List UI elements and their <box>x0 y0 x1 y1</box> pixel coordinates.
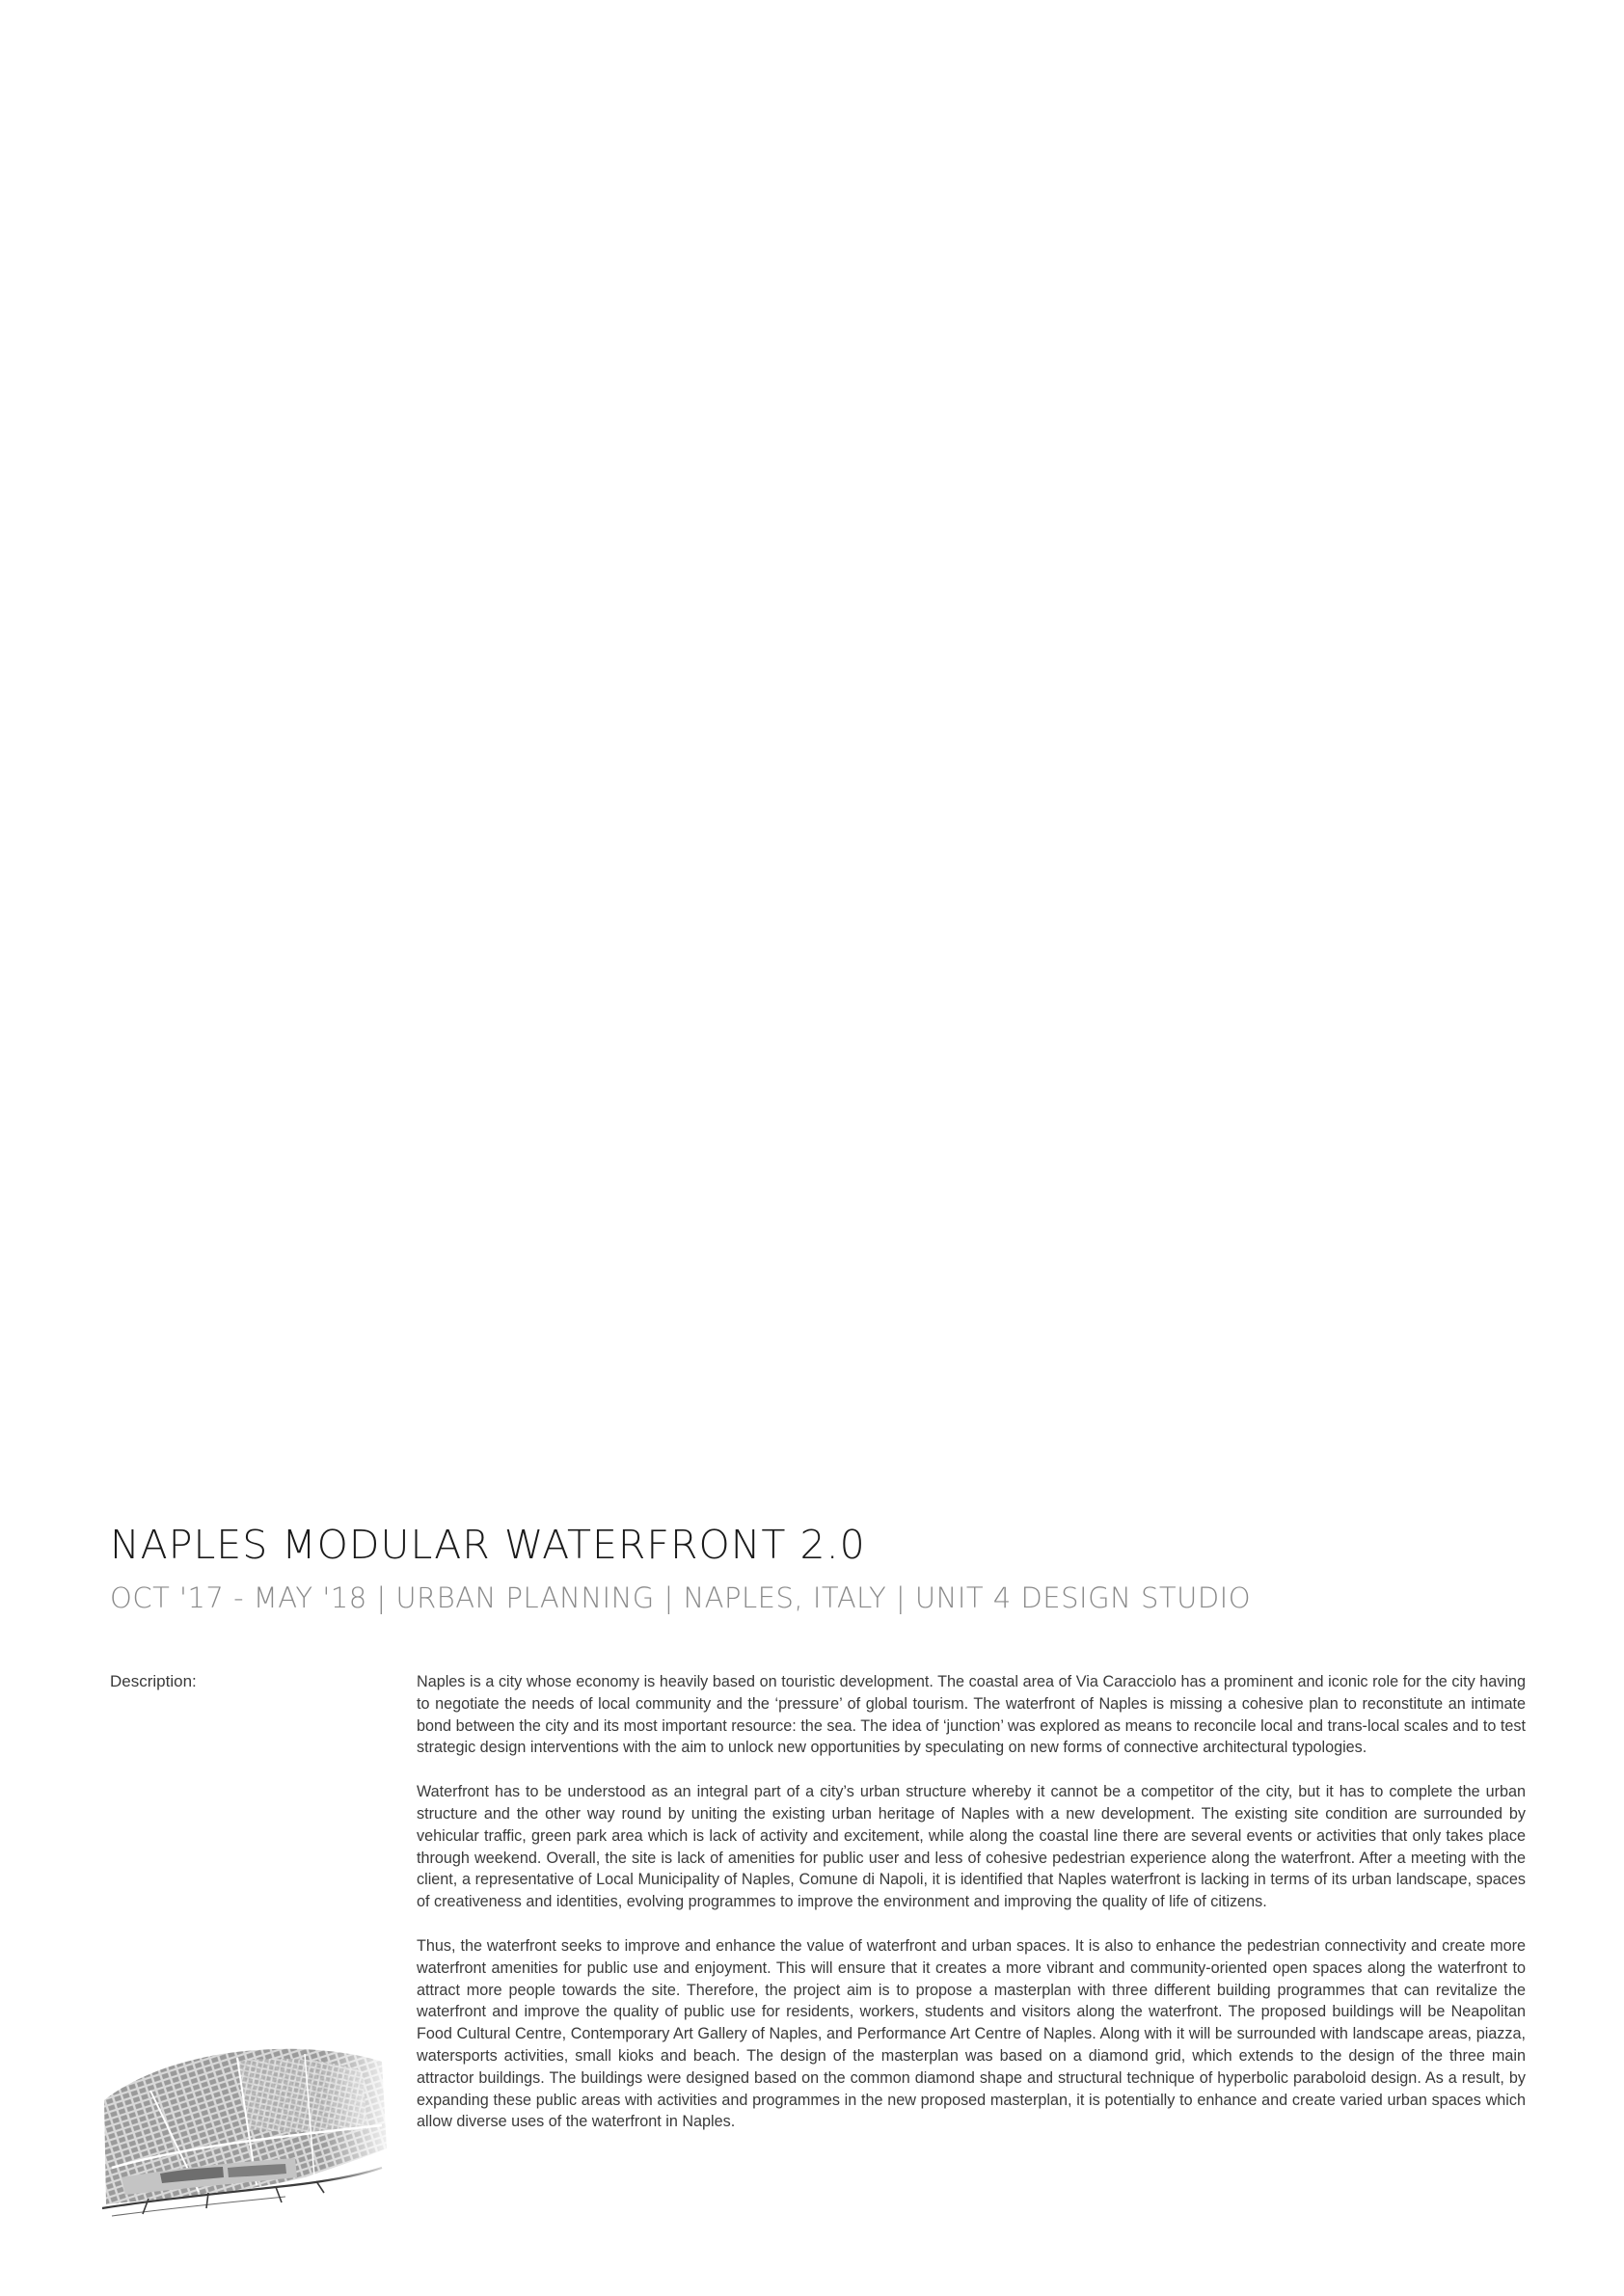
description-paragraph-2: Waterfront has to be understood as an integral part of a city’s urban structure whereby it cannot be a competitor of the city, but it has to complete the urban structure and the other way round by uniting the existing urban heritage of Naples with a new development. The existing site condition are surrounded by vehicular traffic, green park area which is lack of activity and excitement, while along the coastal line there are several events or activities that only takes place through weekend. Overall, the site is lack of amenities for public user and less of cohesive pedestrian experience along the waterfront. After a meeting with the client, a representative of Local Municipality of Naples, Comune di Napoli, it is identified that Naples waterfront is lacking in terms of its urban landscape, spaces of creativeness and identities, evolving programmes to improve the environment and improving the quality of life of citizens. <box>417 1783 1526 1911</box>
project-subtitle: OCT '17 - MAY '18 | URBAN PLANNING | NAPLES, ITALY | UNIT 4 DESIGN STUDIO <box>110 1581 1252 1614</box>
description-paragraph-1: Naples is a city whose economy is heavily based on touristic development. The coastal area of Via Caracciolo has a prominent and iconic role for the city having to negotiate the needs of local community and the ‘pressure’ of global tourism. The waterfront of Naples is missing a cohesive plan to reconstitute an intimate bond between the city and its most important resource: the sea. The idea of ‘junction’ was explored as means to reconcile local and trans-local scales and to test strategic design interventions with the aim to unlock new opportunities by speculating on new forms of connective architectural typologies. <box>417 1673 1526 1757</box>
description-label: Description: <box>110 1672 197 1690</box>
description-paragraph-3: Thus, the waterfront seeks to improve and enhance the value of waterfront and urban spaces. It is also to enhance the pedestrian connectivity and create more waterfront amenities for public use and enjoyment. This will ensure that it creates a more vibrant and community-oriented open spaces along the waterfront to attract more people towards the site. Therefore, the project aim is to propose a masterplan with three different building programmes that can revitalize the waterfront and improve the quality of public use for residents, workers, students and visitors along the waterfront. The proposed buildings will be Neapolitan Food Cultural Centre, Contemporary Art Gallery of Naples, and Performance Art Centre of Naples. Along with it will be surrounded with landscape areas, piazza, watersports activities, small kioks and beach. The design of the masterplan was based on a diamond grid, which extends to the design of the three main attractor buildings. The buildings were designed based on the common diamond shape and structural technique of hyperbolic paraboloid design. As a result, by expanding these public areas with activities and programmes in the new proposed masterplan, it is potentially to enhance and create varied urban spaces which allow diverse uses of the waterfront in Naples. <box>417 1936 1526 2131</box>
project-title: NAPLES MODULAR WATERFRONT 2.0 <box>110 1522 866 1568</box>
description-body <box>417 1671 1526 2155</box>
site-plan-image <box>93 2033 399 2226</box>
